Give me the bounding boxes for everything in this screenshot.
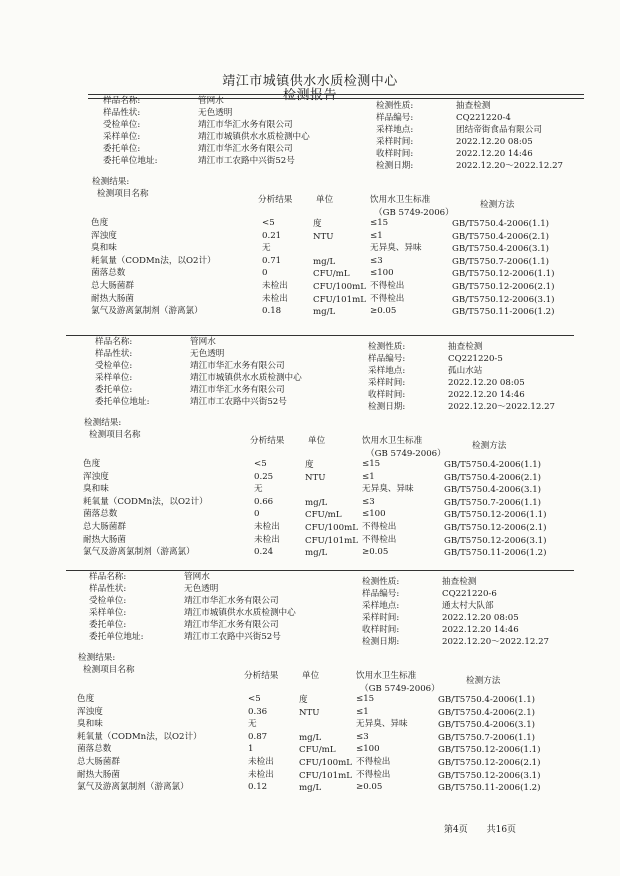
page-total: 共16页 xyxy=(486,825,517,835)
sample-number-label: 样品编号: xyxy=(368,354,406,364)
sample-name-value: 管网水 xyxy=(190,337,216,347)
receive-time-label: 收样时间: xyxy=(368,390,406,400)
column-header-result: 分析结果 xyxy=(258,195,293,205)
sample-traits-label: 样品性状: xyxy=(95,349,133,359)
sampling-time-label: 采样时间: xyxy=(368,378,406,388)
result-row-value: 0.36 xyxy=(248,706,268,717)
result-row-method: GB/T5750.12-2006(2.1) xyxy=(452,282,555,292)
result-row-standard: 不得检出 xyxy=(356,757,391,767)
column-header-method: 检测方法 xyxy=(480,200,515,210)
column-header-method: 检测方法 xyxy=(472,441,507,451)
sample-name-label: 样品名称: xyxy=(89,572,127,582)
sampling-unit-value: 靖江市城镇供水水质检测中心 xyxy=(184,608,296,618)
column-header-unit: 单位 xyxy=(308,436,326,446)
sampling-unit-label: 采样单位: xyxy=(103,132,141,142)
sample-traits-value: 无色透明 xyxy=(184,584,219,594)
result-row-standard: 无异臭、异味 xyxy=(356,719,408,730)
sampling-time-value: 2022.12.20 08:05 xyxy=(456,137,533,147)
result-row-unit: CFU/mL xyxy=(305,510,342,521)
result-row-item: 耗氧量（CODMn法，以O2计） xyxy=(83,496,208,507)
column-header-result: 分析结果 xyxy=(244,671,279,681)
result-row-standard: 不得检出 xyxy=(362,534,397,545)
column-header-item: 检测项目名称 xyxy=(97,189,149,199)
result-row-unit: NTU xyxy=(313,231,334,242)
sample-number-value: CQ221220-6 xyxy=(442,589,497,599)
sample-number-value: CQ221220-5 xyxy=(448,354,503,364)
result-row-standard: ≤100 xyxy=(370,268,394,279)
result-row-unit: 度 xyxy=(299,695,308,705)
result-row-value: 0.25 xyxy=(254,471,274,482)
client-unit-label: 委托单位: xyxy=(89,620,127,630)
result-row-value: <5 xyxy=(254,459,267,469)
sampling-site-label: 采样地点: xyxy=(362,601,400,611)
sample-traits-value: 无色透明 xyxy=(190,349,225,359)
receive-time-label: 收样时间: xyxy=(376,149,414,159)
result-row-value: 0.12 xyxy=(248,782,268,793)
result-row-item: 耐热大肠菌 xyxy=(83,534,126,545)
sample-section xyxy=(0,92,620,342)
section-divider xyxy=(66,335,574,336)
result-row-item: 色度 xyxy=(77,694,95,704)
result-row-method: GB/T5750.12-2006(2.1) xyxy=(438,758,541,768)
result-row-standard: ≥0.05 xyxy=(356,782,383,793)
result-row-unit: CFU/100mL xyxy=(313,282,366,292)
test-date-value: 2022.12.20～2022.12.27 xyxy=(442,637,550,647)
receive-time-value: 2022.12.20 14:46 xyxy=(442,625,519,635)
result-row-method: GB/T5750.11-2006(1.2) xyxy=(444,548,547,559)
sample-number-label: 样品编号: xyxy=(376,113,414,123)
commissioned-unit-value: 靖江市华汇水务有限公司 xyxy=(190,361,285,371)
test-date-label: 检测日期: xyxy=(376,161,414,171)
test-date-value: 2022.12.20～2022.12.27 xyxy=(448,402,556,412)
results-heading: 检测结果: xyxy=(84,418,122,428)
result-row-method: GB/T5750.12-2006(2.1) xyxy=(444,523,547,533)
column-header-standard: 饮用水卫生标准 xyxy=(356,671,417,681)
result-row-value: 0 xyxy=(254,509,260,520)
sampling-site-value: 团结帝街食品有限公司 xyxy=(456,125,542,135)
sample-section xyxy=(0,333,620,583)
result-row-item: 耐热大肠菌 xyxy=(91,293,134,304)
report-issuer-title: 靖江市城镇供水水质检测中心 xyxy=(222,74,398,89)
result-row-standard: ≤3 xyxy=(362,496,375,507)
client-address-label: 委托单位地址: xyxy=(89,632,144,642)
result-row-method: GB/T5750.4-2006(2.1) xyxy=(452,231,550,242)
client-unit-label: 委托单位: xyxy=(103,144,141,154)
sample-name-label: 样品名称: xyxy=(95,337,133,347)
result-row-standard: ≤3 xyxy=(370,255,383,266)
result-row-unit: mg/L xyxy=(305,497,328,508)
result-row-method: GB/T5750.12-2006(1.1) xyxy=(444,510,547,521)
result-row-item: 总大肠菌群 xyxy=(77,757,120,767)
result-row-unit: CFU/100mL xyxy=(299,758,352,768)
sampling-unit-value: 靖江市城镇供水水质检测中心 xyxy=(190,373,302,383)
results-heading: 检测结果: xyxy=(92,177,130,187)
result-row-unit: NTU xyxy=(305,472,326,483)
column-header-standard: 饮用水卫生标准 xyxy=(370,195,431,205)
result-row-item: 氯气及游离氯制剂（游离氯） xyxy=(83,547,195,558)
sampling-site-label: 采样地点: xyxy=(368,366,406,376)
result-row-item: 色度 xyxy=(91,218,109,228)
sampling-unit-label: 采样单位: xyxy=(89,608,127,618)
sampling-time-value: 2022.12.20 08:05 xyxy=(448,378,525,388)
result-row-item: 浑浊度 xyxy=(91,230,117,241)
result-row-value: 未检出 xyxy=(254,522,280,532)
result-row-value: 无 xyxy=(248,719,257,730)
commissioned-unit-label: 受检单位: xyxy=(89,596,127,606)
result-row-method: GB/T5750.12-2006(3.1) xyxy=(438,770,541,781)
result-row-method: GB/T5750.11-2006(1.2) xyxy=(438,783,541,794)
column-header-method: 检测方法 xyxy=(466,676,501,686)
column-header-result: 分析结果 xyxy=(250,436,285,446)
column-header-standard-ref: （GB 5749-2006） xyxy=(374,208,454,218)
result-row-method: GB/T5750.4-2006(2.1) xyxy=(444,472,542,483)
result-row-item: 浑浊度 xyxy=(83,471,109,482)
result-row-item: 菌落总数 xyxy=(83,509,118,520)
result-row-unit: mg/L xyxy=(305,548,328,559)
test-nature-label: 检测性质: xyxy=(362,577,400,587)
result-row-item: 氯气及游离氯制剂（游离氯） xyxy=(77,782,189,793)
result-row-value: 0.66 xyxy=(254,496,274,507)
client-unit-value: 靖江市华汇水务有限公司 xyxy=(190,385,285,395)
sampling-time-value: 2022.12.20 08:05 xyxy=(442,613,519,623)
result-row-value: 0.87 xyxy=(248,731,268,742)
section-divider xyxy=(88,94,584,95)
result-row-value: 1 xyxy=(248,744,254,755)
result-row-standard: ≥0.05 xyxy=(370,306,397,317)
result-row-value: 0.24 xyxy=(254,547,274,558)
result-row-unit: CFU/mL xyxy=(299,745,336,756)
result-row-standard: 不得检出 xyxy=(362,522,397,532)
result-row-standard: 不得检出 xyxy=(370,293,405,304)
result-row-value: 未检出 xyxy=(248,769,274,780)
result-row-method: GB/T5750.7-2006(1.1) xyxy=(444,497,542,508)
result-row-item: 菌落总数 xyxy=(91,268,126,279)
result-row-method: GB/T5750.7-2006(1.1) xyxy=(438,732,536,743)
result-row-value: 0.21 xyxy=(262,230,282,241)
result-row-method: GB/T5750.4-2006(3.1) xyxy=(438,720,536,731)
test-date-label: 检测日期: xyxy=(368,402,406,412)
result-row-value: 0.18 xyxy=(262,306,282,317)
column-header-unit: 单位 xyxy=(316,195,334,205)
sample-section xyxy=(0,568,620,818)
result-row-value: 未检出 xyxy=(248,757,274,767)
column-header-standard: 饮用水卫生标准 xyxy=(362,436,423,446)
result-row-item: 耗氧量（CODMn法，以O2计） xyxy=(77,731,202,742)
result-row-standard: ≤1 xyxy=(370,230,383,241)
result-row-standard: 无异臭、异味 xyxy=(370,243,422,254)
sampling-site-label: 采样地点: xyxy=(376,125,414,135)
test-nature-value: 抽查检测 xyxy=(456,101,491,111)
client-unit-value: 靖江市华汇水务有限公司 xyxy=(184,620,279,630)
test-nature-value: 抽查检测 xyxy=(448,342,483,352)
report-subtitle: 检测报告 xyxy=(282,88,337,103)
result-row-unit: 度 xyxy=(305,460,314,470)
client-address-value: 靖江市工农路中兴街52号 xyxy=(190,397,287,407)
result-row-standard: ≤15 xyxy=(356,694,375,704)
test-nature-label: 检测性质: xyxy=(376,101,414,111)
result-row-item: 菌落总数 xyxy=(77,744,112,755)
result-row-item: 耗氧量（CODMn法，以O2计） xyxy=(91,255,216,266)
result-row-item: 臭和味 xyxy=(77,719,103,730)
result-row-unit: CFU/mL xyxy=(313,269,350,280)
column-header-unit: 单位 xyxy=(302,671,320,681)
sample-traits-value: 无色透明 xyxy=(198,108,233,118)
client-address-value: 靖江市工农路中兴街52号 xyxy=(198,156,295,166)
result-row-method: GB/T5750.11-2006(1.2) xyxy=(452,307,555,318)
result-row-standard: ≤15 xyxy=(362,459,381,469)
result-row-unit: NTU xyxy=(299,707,320,718)
result-row-standard: ≤1 xyxy=(356,706,369,717)
result-row-method: GB/T5750.7-2006(1.1) xyxy=(452,256,550,267)
result-row-method: GB/T5750.4-2006(3.1) xyxy=(452,244,550,255)
section-divider xyxy=(66,570,574,571)
results-heading: 检测结果: xyxy=(78,653,116,663)
test-nature-value: 抽查检测 xyxy=(442,577,477,587)
test-date-label: 检测日期: xyxy=(362,637,400,647)
client-address-label: 委托单位地址: xyxy=(103,156,158,166)
sample-number-label: 样品编号: xyxy=(362,589,400,599)
result-row-item: 氯气及游离氯制剂（游离氯） xyxy=(91,306,203,317)
result-row-unit: CFU/101mL xyxy=(299,770,352,781)
sample-name-label: 样品名称: xyxy=(103,96,141,106)
result-row-value: 0 xyxy=(262,268,268,279)
result-row-item: 臭和味 xyxy=(83,484,109,495)
result-row-value: <5 xyxy=(262,218,275,228)
sample-traits-label: 样品性状: xyxy=(103,108,141,118)
result-row-method: GB/T5750.4-2006(2.1) xyxy=(438,707,536,718)
sampling-site-value: 通太村大队部 xyxy=(442,601,494,611)
sampling-site-value: 孤山水站 xyxy=(448,366,483,376)
result-row-method: GB/T5750.12-2006(1.1) xyxy=(452,269,555,280)
result-row-item: 总大肠菌群 xyxy=(83,522,126,532)
column-header-item: 检测项目名称 xyxy=(83,665,135,675)
sample-traits-label: 样品性状: xyxy=(89,584,127,594)
result-row-standard: ≤3 xyxy=(356,731,369,742)
sampling-time-label: 采样时间: xyxy=(362,613,400,623)
result-row-method: GB/T5750.12-2006(1.1) xyxy=(438,745,541,756)
result-row-value: <5 xyxy=(248,694,261,704)
sampling-unit-value: 靖江市城镇供水水质检测中心 xyxy=(198,132,310,142)
test-nature-label: 检测性质: xyxy=(368,342,406,352)
commissioned-unit-label: 受检单位: xyxy=(103,120,141,130)
result-row-standard: ≤100 xyxy=(356,744,380,755)
result-row-unit: 度 xyxy=(313,219,322,229)
result-row-value: 0.71 xyxy=(262,255,282,266)
column-header-standard-ref: （GB 5749-2006） xyxy=(366,449,446,459)
result-row-unit: CFU/100mL xyxy=(305,523,358,533)
result-row-method: GB/T5750.4-2006(1.1) xyxy=(444,460,542,470)
receive-time-label: 收样时间: xyxy=(362,625,400,635)
test-date-value: 2022.12.20～2022.12.27 xyxy=(456,161,564,171)
commissioned-unit-value: 靖江市华汇水务有限公司 xyxy=(184,596,279,606)
receive-time-value: 2022.12.20 14:46 xyxy=(448,390,525,400)
result-row-unit: mg/L xyxy=(299,783,322,794)
result-row-value: 未检出 xyxy=(254,534,280,545)
result-row-unit: mg/L xyxy=(299,732,322,743)
client-address-label: 委托单位地址: xyxy=(95,397,150,407)
result-row-method: GB/T5750.4-2006(1.1) xyxy=(438,695,536,705)
column-header-standard-ref: （GB 5749-2006） xyxy=(360,684,440,694)
sampling-time-label: 采样时间: xyxy=(376,137,414,147)
page-number: 第4页 xyxy=(444,825,468,835)
client-unit-value: 靖江市华汇水务有限公司 xyxy=(198,144,293,154)
result-row-unit: mg/L xyxy=(313,256,336,267)
sample-number-value: CQ221220-4 xyxy=(456,113,511,123)
commissioned-unit-label: 受检单位: xyxy=(95,361,133,371)
result-row-standard: ≤1 xyxy=(362,471,375,482)
sample-name-value: 管网水 xyxy=(198,96,224,106)
sampling-unit-label: 采样单位: xyxy=(95,373,133,383)
result-row-value: 未检出 xyxy=(262,293,288,304)
commissioned-unit-value: 靖江市华汇水务有限公司 xyxy=(198,120,293,130)
result-row-value: 无 xyxy=(262,243,271,254)
result-row-method: GB/T5750.12-2006(3.1) xyxy=(444,535,547,546)
result-row-standard: 不得检出 xyxy=(356,769,391,780)
result-row-unit: CFU/101mL xyxy=(313,294,366,305)
result-row-item: 总大肠菌群 xyxy=(91,281,134,291)
result-row-standard: 无异臭、异味 xyxy=(362,484,414,495)
column-header-item: 检测项目名称 xyxy=(89,430,141,440)
result-row-unit: CFU/101mL xyxy=(305,535,358,546)
result-row-method: GB/T5750.12-2006(3.1) xyxy=(452,294,555,305)
result-row-item: 耐热大肠菌 xyxy=(77,769,120,780)
result-row-standard: 不得检出 xyxy=(370,281,405,291)
result-row-standard: ≤100 xyxy=(362,509,386,520)
result-row-method: GB/T5750.4-2006(1.1) xyxy=(452,219,550,229)
result-row-method: GB/T5750.4-2006(3.1) xyxy=(444,485,542,496)
result-row-standard: ≥0.05 xyxy=(362,547,389,558)
receive-time-value: 2022.12.20 14:46 xyxy=(456,149,533,159)
sample-name-value: 管网水 xyxy=(184,572,210,582)
result-row-value: 无 xyxy=(254,484,263,495)
result-row-item: 色度 xyxy=(83,459,101,469)
result-row-standard: ≤15 xyxy=(370,218,389,228)
result-row-unit: mg/L xyxy=(313,307,336,318)
result-row-item: 浑浊度 xyxy=(77,706,103,717)
client-address-value: 靖江市工农路中兴街52号 xyxy=(184,632,281,642)
page-footer xyxy=(444,822,532,835)
result-row-value: 未检出 xyxy=(262,281,288,291)
result-row-item: 臭和味 xyxy=(91,243,117,254)
client-unit-label: 委托单位: xyxy=(95,385,133,395)
